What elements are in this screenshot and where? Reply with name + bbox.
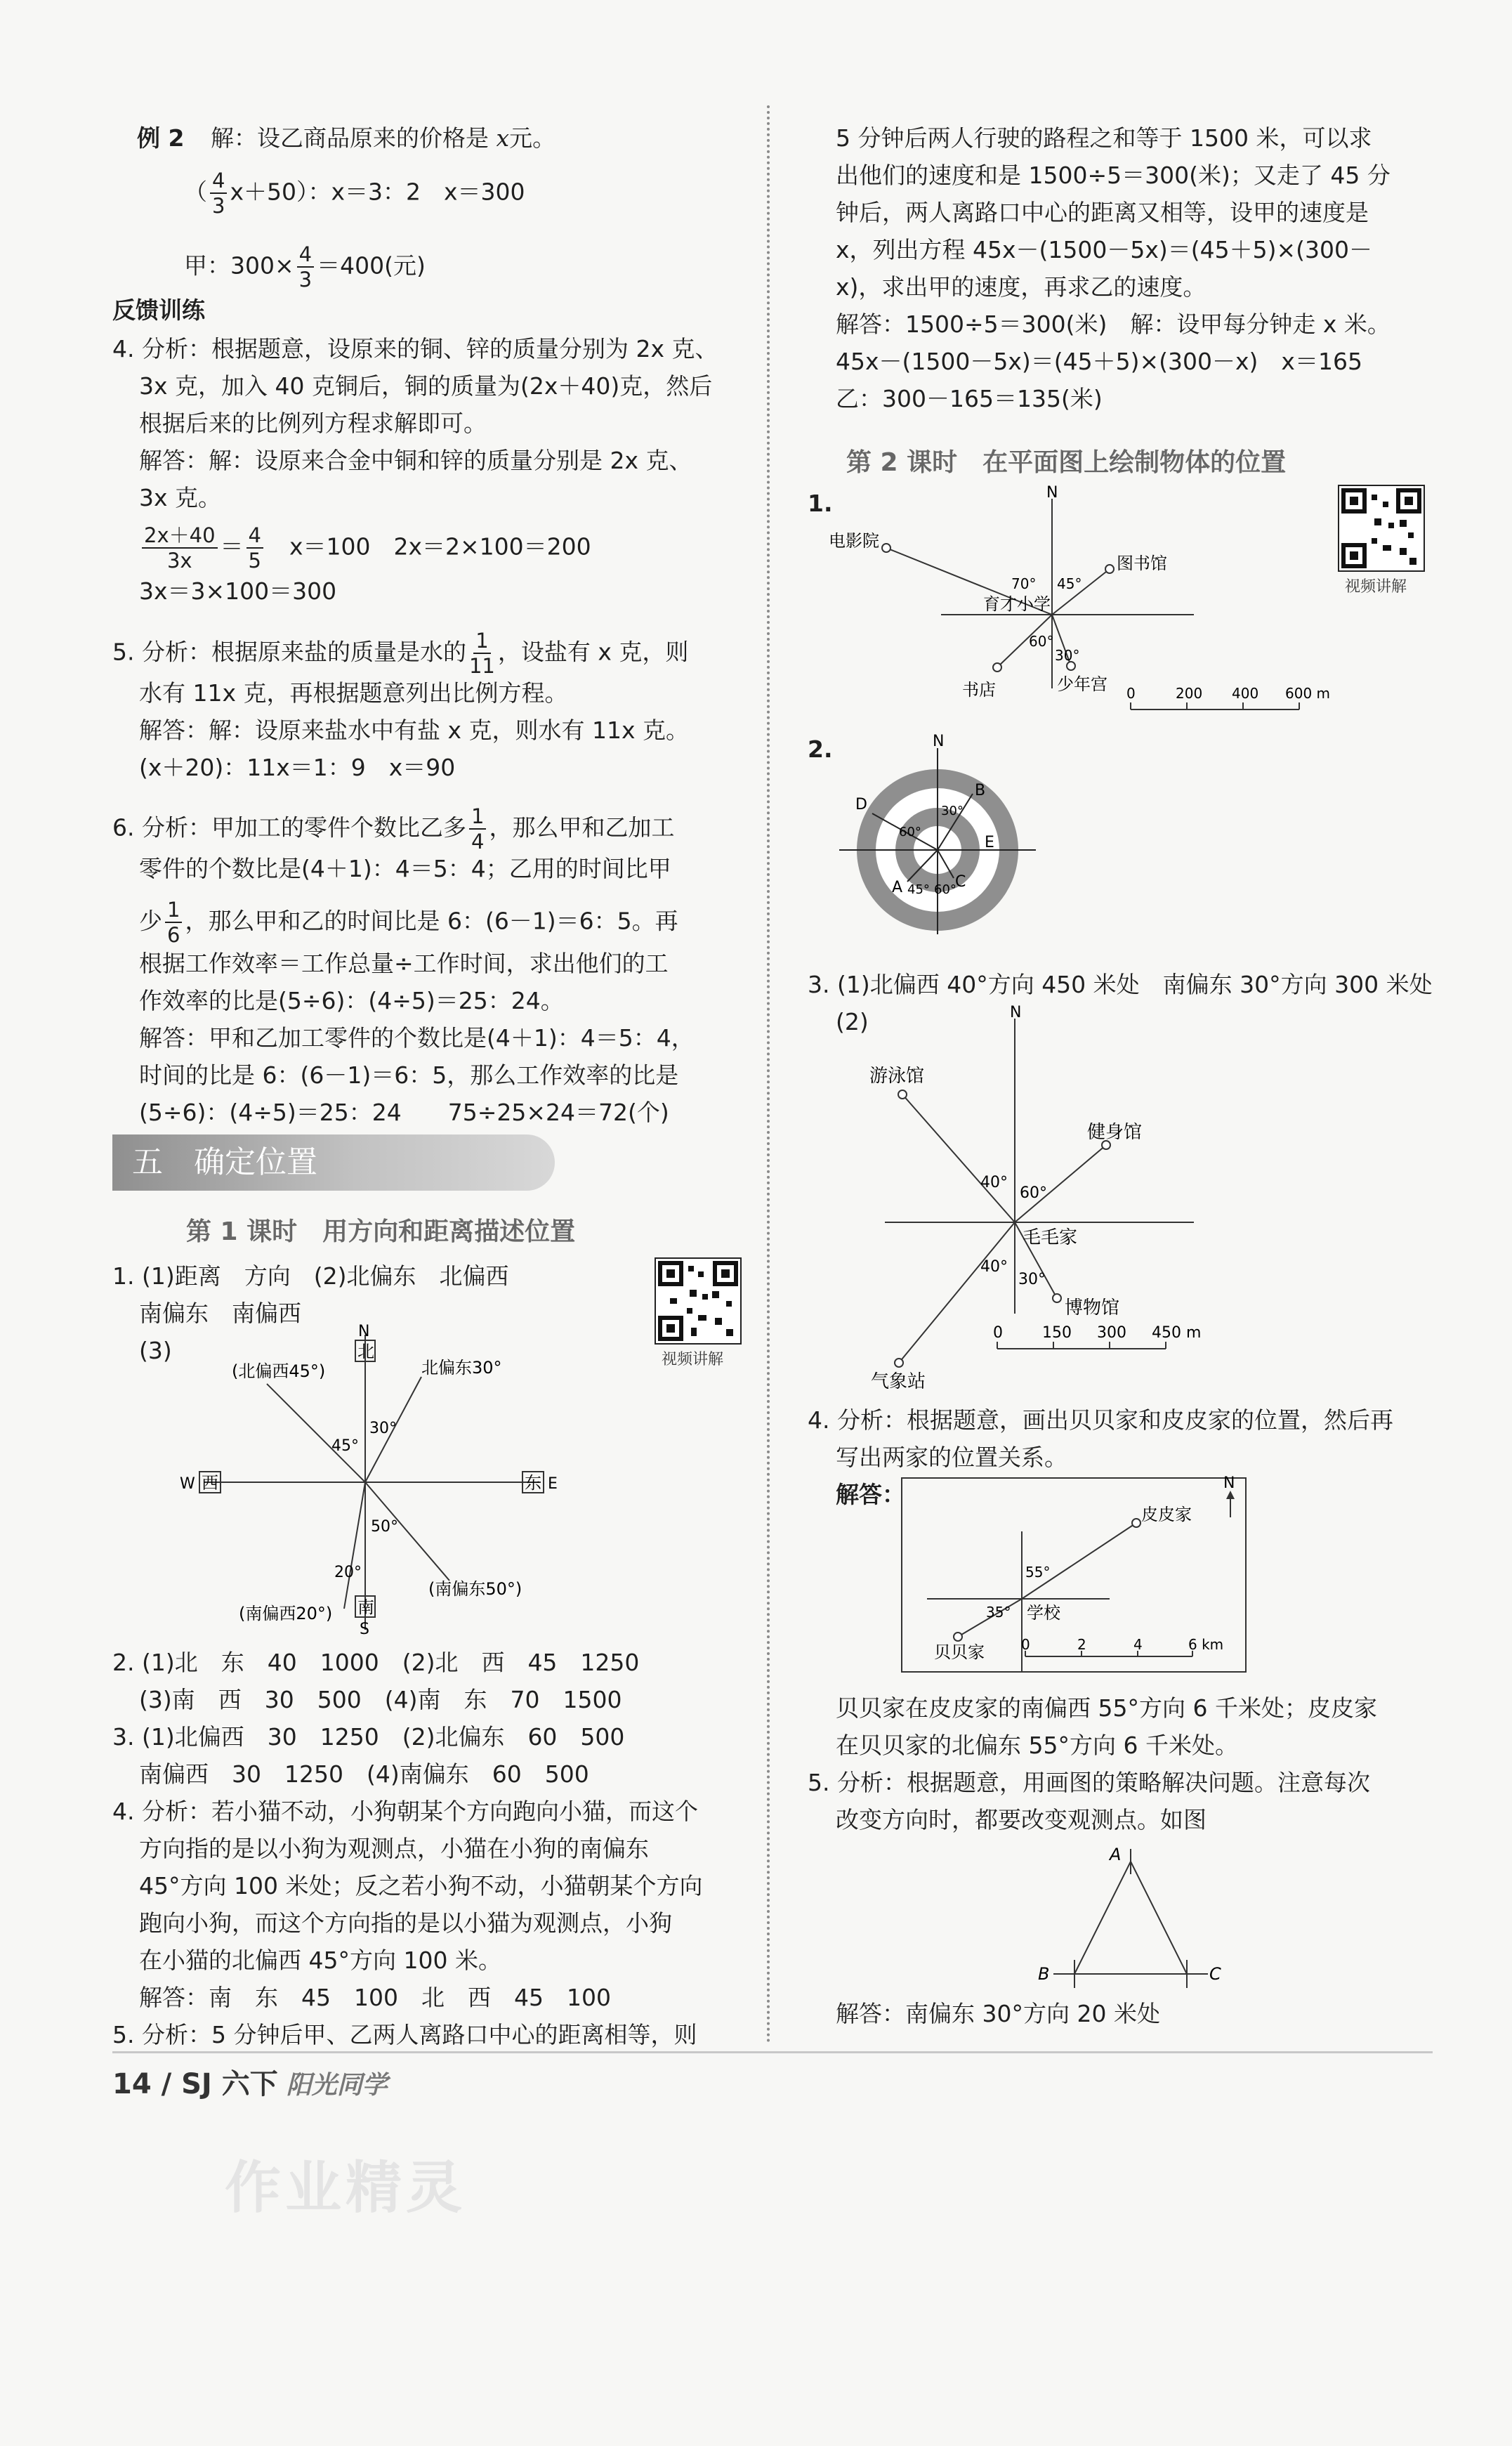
p2-number: 2. — [808, 735, 833, 763]
svg-text:150: 150 — [1042, 1324, 1072, 1342]
svg-text:40°: 40° — [980, 1258, 1008, 1276]
svg-text:A: A — [892, 879, 903, 896]
r-line8: 乙：300－165＝135(米) — [836, 385, 1103, 412]
svg-text:4: 4 — [1133, 1636, 1143, 1653]
se-label: (南偏东50°) — [428, 1579, 522, 1599]
example-2-jia: 甲：300× $\frac{4}{3}$ ＝400(元) — [184, 242, 426, 292]
svg-text:游泳馆: 游泳馆 — [869, 1066, 925, 1087]
map-diagram-4 — [899, 1475, 1250, 1686]
south-label: 南 — [357, 1597, 374, 1617]
svg-text:70°: 70° — [1011, 575, 1037, 592]
svg-text:学校: 学校 — [1027, 1603, 1060, 1623]
page-footer — [112, 2062, 388, 2102]
svg-text:300: 300 — [1097, 1324, 1126, 1342]
q4-line5: 3x 克。 — [139, 484, 222, 511]
p5-line3: 解答：南偏东 30°方向 20 米处 — [836, 2000, 1160, 2027]
svg-text:450 m: 450 m — [1152, 1324, 1202, 1342]
svg-text:0: 0 — [993, 1324, 1003, 1342]
q6-line6: 解答：甲和乙加工零件的个数比是(4＋1)：4＝5：4， — [139, 1024, 695, 1052]
q6-line3: 少 $\frac{1}{6}$ ，那么甲和乙的时间比是 6：(6－1)＝6：5。再 — [139, 898, 678, 947]
svg-text:30°: 30° — [1055, 647, 1080, 664]
p4-line3: 解答： — [836, 1481, 905, 1508]
svg-text:0: 0 — [1126, 685, 1136, 702]
q5-line1: 5. 分析：根据原来盐的质量是水的 $\frac{1}{11}$ ，设盐有 x 克，则 — [112, 629, 689, 678]
ne-label: 北偏东30° — [421, 1358, 502, 1378]
q5-line3: 解答：解：设原来盐水中有盐 x 克，则水有 11x 克。 — [139, 717, 690, 744]
svg-text:B: B — [975, 782, 986, 799]
s3-line1: 3. (1)北偏西 30 1250 (2)北偏东 60 500 — [112, 1723, 625, 1751]
r-line2: 出他们的速度和是 1500÷5＝300(米)；又走了 45 分 — [836, 162, 1391, 189]
svg-text:20°: 20° — [334, 1564, 362, 1581]
s4-line5: 在小猫的北偏西 45°方向 100 米。 — [139, 1947, 501, 1974]
s1-line3: (3) — [139, 1337, 172, 1364]
lesson1-title: 第 1 课时 用方向和距离描述位置 — [186, 1217, 576, 1246]
q4-line1: 4. 分析：根据题意，设原来的铜、锌的质量分别为 2x 克、 — [112, 335, 718, 362]
nw-label: (北偏西45°) — [232, 1361, 326, 1381]
compass-diagram-1 — [162, 1321, 611, 1665]
qr-label-2: 视频讲解 — [1345, 578, 1407, 596]
qr-code-icon-2[interactable] — [1338, 485, 1425, 572]
svg-text:400: 400 — [1232, 685, 1259, 702]
s4-line3: 45°方向 100 米处；反之若小狗不动，小猫朝某个方向 — [139, 1872, 703, 1899]
p3-line2: (2) — [836, 1008, 869, 1035]
p4-line4: 贝贝家在皮皮家的南偏西 55°方向 6 千米处；皮皮家 — [836, 1694, 1377, 1722]
example-2-equation: （ $\frac{4}{3}$ x＋50）：x＝3：2 x＝300 — [184, 169, 525, 218]
west-letter: W — [180, 1475, 195, 1493]
svg-text:健身馆: 健身馆 — [1087, 1122, 1143, 1143]
east-letter: E — [548, 1475, 558, 1493]
qr-label: 视频讲解 — [662, 1351, 724, 1368]
q4-equation: $\frac{2x+40}{3x}$ ＝ $\frac{4}{5}$ x＝100 2x＝2×100＝200 — [139, 523, 591, 573]
r-line6: 解答：1500÷5＝300(米) 解：设甲每分钟走 x 米。 — [836, 310, 1391, 338]
r-line3: 钟后，两人离路口中心的距离又相等，设甲的速度是 — [836, 199, 1369, 226]
svg-text:30°: 30° — [369, 1420, 397, 1437]
svg-text:少年宫: 少年宫 — [1057, 674, 1107, 694]
svg-text:育才小学: 育才小学 — [983, 594, 1051, 614]
watermark: 作业精灵 — [225, 2155, 466, 2221]
svg-text:N: N — [933, 733, 945, 750]
svg-text:博物馆: 博物馆 — [1065, 1297, 1120, 1319]
q4-line3: 根据后来的比例列方程求解即可。 — [139, 410, 487, 437]
svg-text:60°: 60° — [1020, 1184, 1047, 1202]
feedback-title: 反馈训练 — [112, 296, 205, 324]
q4-line7: 3x＝3×100＝300 — [139, 577, 337, 605]
south-letter: S — [360, 1621, 369, 1638]
r-line7: 45x－(1500－5x)＝(45＋5)×(300－x) x＝165 — [836, 348, 1362, 375]
svg-text:贝贝家: 贝贝家 — [934, 1642, 985, 1662]
svg-text:毛毛家: 毛毛家 — [1023, 1227, 1078, 1248]
q6-line2: 零件的个数比是(4＋1)：4＝5：4；乙用的时间比甲 — [139, 855, 671, 882]
svg-text:45°: 45° — [1057, 575, 1082, 592]
svg-text:N: N — [1010, 1005, 1022, 1021]
lesson2-title: 第 2 课时 在平面图上绘制物体的位置 — [846, 448, 1287, 477]
r-line5: x)，求出甲的速度，再求乙的速度。 — [836, 273, 1207, 301]
svg-text:C: C — [955, 873, 966, 891]
s4-line1: 4. 分析：若小猫不动，小狗朝某个方向跑向小猫，而这个 — [112, 1798, 698, 1825]
east-label: 东 — [525, 1473, 541, 1493]
west-label: 西 — [202, 1473, 218, 1493]
svg-text:30°: 30° — [941, 804, 964, 818]
p4-line5: 在贝贝家的北偏东 55°方向 6 千米处。 — [836, 1732, 1238, 1759]
svg-text:书店: 书店 — [962, 680, 996, 700]
s2-line1: 2. (1)北 东 40 1000 (2)北 西 45 1250 — [112, 1649, 640, 1676]
p4-line2: 写出两家的位置关系。 — [836, 1444, 1067, 1471]
s3-line2: 南偏西 30 1250 (4)南偏东 60 500 — [139, 1760, 589, 1788]
svg-text:60°: 60° — [934, 882, 956, 897]
svg-text:30°: 30° — [1018, 1271, 1046, 1288]
brand-logo: 阳光同学 — [286, 2071, 388, 2100]
q4-line4: 解答：解：设原来合金中铜和锌的质量分别是 2x 克、 — [139, 447, 692, 474]
map-diagram-3 — [843, 1005, 1278, 1398]
svg-text:N: N — [1223, 1475, 1235, 1492]
svg-text:60°: 60° — [899, 825, 921, 839]
p5-line2: 改变方向时，都要改变观测点。如图 — [836, 1806, 1207, 1833]
triangle-diagram — [1025, 1840, 1236, 2002]
svg-text:皮皮家: 皮皮家 — [1141, 1505, 1192, 1524]
svg-text:N: N — [1046, 485, 1058, 502]
svg-text:D: D — [855, 796, 867, 813]
q6-line4: 根据工作效率＝工作总量÷工作时间，求出他们的工 — [139, 950, 669, 977]
qr-code-icon[interactable] — [655, 1257, 742, 1345]
s2-line2: (3)南 西 30 500 (4)南 东 70 1500 — [139, 1686, 622, 1713]
svg-text:A: A — [1110, 1845, 1122, 1864]
target-diagram-2 — [829, 731, 1053, 941]
svg-text:气象站: 气象站 — [871, 1371, 926, 1392]
svg-text:55°: 55° — [1025, 1564, 1051, 1581]
example-2-setup: 解：设乙商品原来的价格是 x元。 — [211, 124, 556, 152]
svg-text:45°: 45° — [331, 1437, 359, 1455]
q6-line7: 时间的比是 6：(6－1)＝6：5，那么工作效率的比是 — [139, 1061, 679, 1089]
column-divider — [767, 105, 770, 2044]
sw-label: (南偏西20°) — [239, 1604, 333, 1623]
svg-text:200: 200 — [1176, 685, 1203, 702]
svg-text:0: 0 — [1021, 1636, 1030, 1653]
p3-line1: 3. (1)北偏西 40°方向 450 米处 南偏东 30°方向 300 米处 — [808, 971, 1433, 998]
north-letter: N — [358, 1323, 370, 1340]
footer-rule — [112, 2051, 1433, 2053]
q5-line4: (x＋20)：11x＝1：9 x＝90 — [139, 754, 456, 781]
svg-text:2: 2 — [1077, 1636, 1086, 1653]
q6-line1: 6. 分析：甲加工的零件个数比乙多 $\frac{1}{4}$ ，那么甲和乙加工 — [112, 804, 675, 854]
section-banner: 五 确定位置 — [112, 1134, 555, 1191]
s4-line2: 方向指的是以小狗为观测点，小猫在小狗的南偏东 — [139, 1835, 649, 1862]
example-2-heading: 例 2 — [137, 124, 185, 152]
svg-text:40°: 40° — [980, 1174, 1008, 1191]
p4-line1: 4. 分析：根据题意，画出贝贝家和皮皮家的位置，然后再 — [808, 1406, 1393, 1434]
r-line1: 5 分钟后两人行驶的路程之和等于 1500 米，可以求 — [836, 124, 1372, 152]
r-line4: x，列出方程 45x－(1500－5x)＝(45＋5)×(300－ — [836, 236, 1373, 263]
svg-text:60°: 60° — [1029, 633, 1054, 650]
svg-text:电影院: 电影院 — [829, 531, 879, 551]
q5-line2: 水有 11x 克，再根据题意列出比例方程。 — [139, 679, 568, 707]
svg-text:E: E — [985, 834, 994, 851]
s4-line4: 跑向小狗，而这个方向指的是以小猫为观测点，小狗 — [139, 1909, 672, 1937]
page-number: 14 / SJ 六下 — [112, 2068, 278, 2100]
s1-line2: 南偏东 南偏西 — [139, 1300, 301, 1327]
north-label: 北 — [357, 1342, 374, 1361]
svg-text:35°: 35° — [986, 1604, 1011, 1621]
s5-line1: 5. 分析：5 分钟后甲、乙两人离路口中心的距离相等，则 — [112, 2021, 697, 2048]
q6-line8: (5÷6)：(4÷5)＝25：24 75÷25×24＝72(个) — [139, 1099, 669, 1126]
map-diagram-1 — [829, 485, 1334, 724]
svg-text:600 m: 600 m — [1285, 685, 1331, 702]
svg-text:图书馆: 图书馆 — [1117, 554, 1167, 573]
s1-line1: 1. (1)距离 方向 (2)北偏东 北偏西 — [112, 1262, 509, 1290]
svg-text:6 km: 6 km — [1188, 1636, 1224, 1653]
svg-text:50°: 50° — [371, 1518, 398, 1536]
q6-line5: 作效率的比是(5÷6)：(4÷5)＝25：24。 — [139, 987, 564, 1014]
svg-text:B: B — [1038, 1964, 1050, 1984]
p1-number: 1. — [808, 490, 833, 517]
svg-text:C: C — [1209, 1964, 1221, 1984]
q4-line2: 3x 克，加入 40 克铜后，铜的质量为(2x＋40)克，然后 — [139, 372, 713, 400]
p5-line1: 5. 分析：根据题意，用画图的策略解决问题。注意每次 — [808, 1769, 1370, 1796]
s4-line6: 解答：南 东 45 100 北 西 45 100 — [139, 1984, 611, 2011]
svg-text:45°: 45° — [907, 882, 930, 897]
